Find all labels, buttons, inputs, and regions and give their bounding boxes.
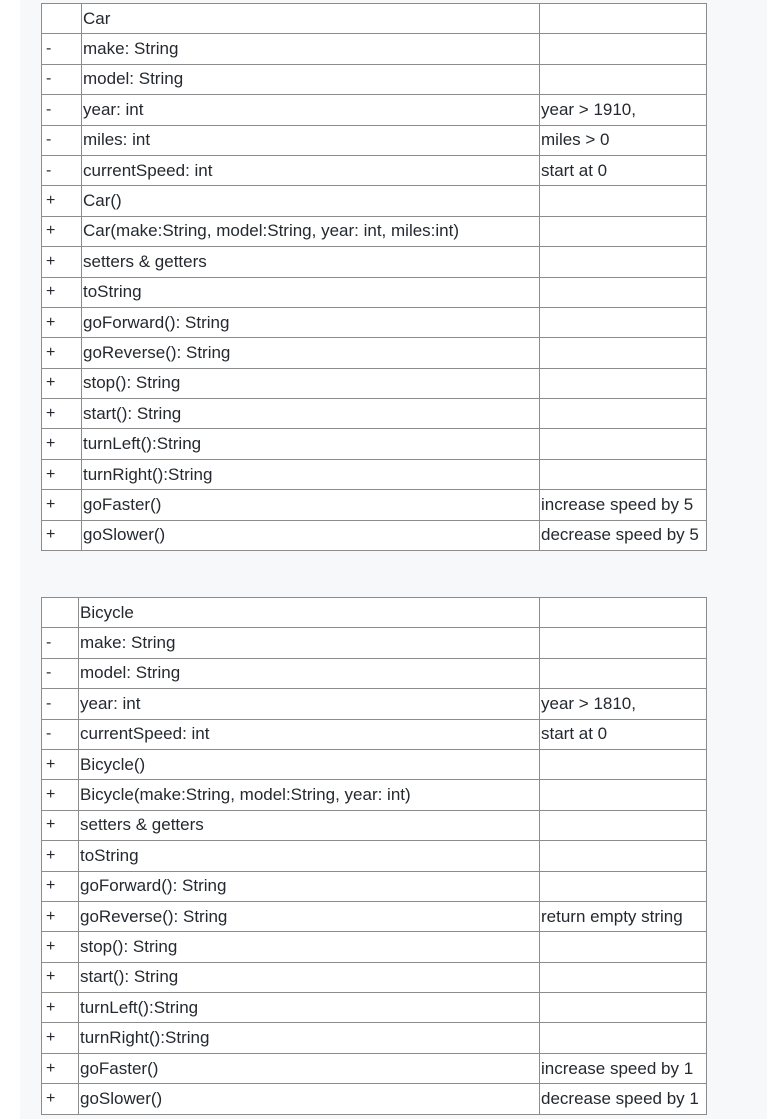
member-cell: stop(): String: [82, 368, 540, 398]
visibility-cell: +: [42, 1053, 79, 1083]
visibility-cell: +: [42, 749, 79, 779]
visibility-cell: +: [42, 247, 82, 277]
member-cell: turnLeft():String: [82, 429, 540, 459]
visibility-cell: -: [42, 95, 82, 125]
member-cell: make: String: [79, 628, 540, 658]
member-cell: currentSpeed: int: [82, 155, 540, 185]
member-cell: stop(): String: [79, 932, 540, 962]
class-name-cell: Car: [82, 4, 540, 34]
constraint-cell: [540, 64, 707, 94]
constraint-cell: [540, 4, 707, 34]
constraint-cell: [540, 628, 707, 658]
constraint-cell: [540, 841, 707, 871]
car-class-table: [41, 3, 707, 551]
member-row: [42, 993, 707, 1023]
class-name-row: [42, 4, 707, 34]
constraint-cell: miles > 0: [540, 125, 707, 155]
visibility-cell: +: [42, 399, 82, 429]
constraint-cell: [540, 1023, 707, 1053]
visibility-cell: -: [42, 719, 79, 749]
member-row: [42, 810, 707, 840]
constraint-cell: [540, 34, 707, 64]
member-row: [42, 1053, 707, 1083]
member-row: [42, 719, 707, 749]
constraint-cell: [540, 368, 707, 398]
visibility-cell: [42, 4, 82, 34]
member-cell: toString: [79, 841, 540, 871]
constraint-cell: [540, 399, 707, 429]
constraint-cell: [540, 598, 707, 628]
member-cell: turnLeft():String: [79, 993, 540, 1023]
member-cell: goFaster(): [82, 490, 540, 520]
member-row: [42, 658, 707, 688]
visibility-cell: +: [42, 459, 82, 489]
visibility-cell: +: [42, 1084, 79, 1114]
visibility-cell: +: [42, 993, 79, 1023]
visibility-cell: +: [42, 186, 82, 216]
visibility-cell: -: [42, 64, 82, 94]
constraint-cell: [540, 780, 707, 810]
visibility-cell: +: [42, 962, 79, 992]
member-cell: turnRight():String: [82, 459, 540, 489]
member-cell: Bicycle(): [79, 749, 540, 779]
constraint-cell: start at 0: [540, 719, 707, 749]
member-row: [42, 125, 707, 155]
member-row: [42, 689, 707, 719]
constraint-cell: [540, 810, 707, 840]
visibility-cell: -: [42, 34, 82, 64]
constraint-cell: [540, 871, 707, 901]
visibility-cell: [42, 598, 79, 628]
visibility-cell: +: [42, 338, 82, 368]
member-row: [42, 34, 707, 64]
visibility-cell: +: [42, 429, 82, 459]
visibility-cell: -: [42, 628, 79, 658]
member-cell: toString: [82, 277, 540, 307]
member-cell: Car(): [82, 186, 540, 216]
member-cell: year: int: [79, 689, 540, 719]
member-cell: start(): String: [79, 962, 540, 992]
constraint-cell: decrease speed by 5: [540, 520, 707, 550]
member-row: [42, 216, 707, 246]
member-cell: make: String: [82, 34, 540, 64]
member-row: [42, 1023, 707, 1053]
visibility-cell: +: [42, 901, 79, 931]
constraint-cell: [540, 338, 707, 368]
member-row: [42, 95, 707, 125]
member-row: [42, 932, 707, 962]
visibility-cell: +: [42, 307, 82, 337]
member-row: [42, 871, 707, 901]
member-row: [42, 277, 707, 307]
member-cell: start(): String: [82, 399, 540, 429]
member-cell: goForward(): String: [79, 871, 540, 901]
member-row: [42, 841, 707, 871]
class-name-cell: Bicycle: [79, 598, 540, 628]
member-cell: turnRight():String: [79, 1023, 540, 1053]
member-cell: goSlower(): [79, 1084, 540, 1114]
member-row: [42, 1084, 707, 1114]
visibility-cell: +: [42, 932, 79, 962]
constraint-cell: increase speed by 1: [540, 1053, 707, 1083]
member-row: [42, 901, 707, 931]
constraint-cell: [540, 247, 707, 277]
member-row: [42, 459, 707, 489]
member-row: [42, 780, 707, 810]
constraint-cell: [540, 993, 707, 1023]
visibility-cell: +: [42, 841, 79, 871]
visibility-cell: +: [42, 490, 82, 520]
member-cell: setters & getters: [82, 247, 540, 277]
member-cell: goFaster(): [79, 1053, 540, 1083]
constraint-cell: [540, 749, 707, 779]
member-cell: goReverse(): String: [79, 901, 540, 931]
member-cell: goForward(): String: [82, 307, 540, 337]
member-row: [42, 64, 707, 94]
constraint-cell: [540, 186, 707, 216]
member-row: [42, 338, 707, 368]
bicycle-class-table: [41, 597, 707, 1115]
member-row: [42, 247, 707, 277]
member-row: [42, 749, 707, 779]
visibility-cell: +: [42, 277, 82, 307]
constraint-cell: [540, 658, 707, 688]
constraint-cell: return empty string: [540, 901, 707, 931]
member-cell: currentSpeed: int: [79, 719, 540, 749]
member-row: [42, 368, 707, 398]
visibility-cell: +: [42, 780, 79, 810]
member-row: [42, 307, 707, 337]
member-row: [42, 155, 707, 185]
constraint-cell: [540, 932, 707, 962]
constraint-cell: decrease speed by 1: [540, 1084, 707, 1114]
constraint-cell: [540, 459, 707, 489]
constraint-cell: [540, 307, 707, 337]
constraint-cell: [540, 429, 707, 459]
member-cell: goReverse(): String: [82, 338, 540, 368]
visibility-cell: -: [42, 689, 79, 719]
visibility-cell: -: [42, 658, 79, 688]
member-row: [42, 399, 707, 429]
constraint-cell: [540, 216, 707, 246]
member-cell: setters & getters: [79, 810, 540, 840]
visibility-cell: +: [42, 368, 82, 398]
member-cell: miles: int: [82, 125, 540, 155]
member-cell: model: String: [82, 64, 540, 94]
member-row: [42, 429, 707, 459]
member-cell: goSlower(): [82, 520, 540, 550]
class-name-row: [42, 598, 707, 628]
visibility-cell: -: [42, 155, 82, 185]
visibility-cell: +: [42, 1023, 79, 1053]
visibility-cell: +: [42, 520, 82, 550]
constraint-cell: [540, 277, 707, 307]
constraint-cell: year > 1910,: [540, 95, 707, 125]
constraint-cell: [540, 962, 707, 992]
visibility-cell: -: [42, 125, 82, 155]
member-row: [42, 490, 707, 520]
member-cell: Bicycle(make:String, model:String, year: int): [79, 780, 540, 810]
member-cell: year: int: [82, 95, 540, 125]
member-cell: Car(make:String, model:String, year: int, miles:int): [82, 216, 540, 246]
visibility-cell: +: [42, 216, 82, 246]
member-row: [42, 520, 707, 550]
visibility-cell: +: [42, 871, 79, 901]
constraint-cell: start at 0: [540, 155, 707, 185]
constraint-cell: increase speed by 5: [540, 490, 707, 520]
member-row: [42, 186, 707, 216]
visibility-cell: +: [42, 810, 79, 840]
member-cell: model: String: [79, 658, 540, 688]
constraint-cell: year > 1810,: [540, 689, 707, 719]
member-row: [42, 628, 707, 658]
member-row: [42, 962, 707, 992]
